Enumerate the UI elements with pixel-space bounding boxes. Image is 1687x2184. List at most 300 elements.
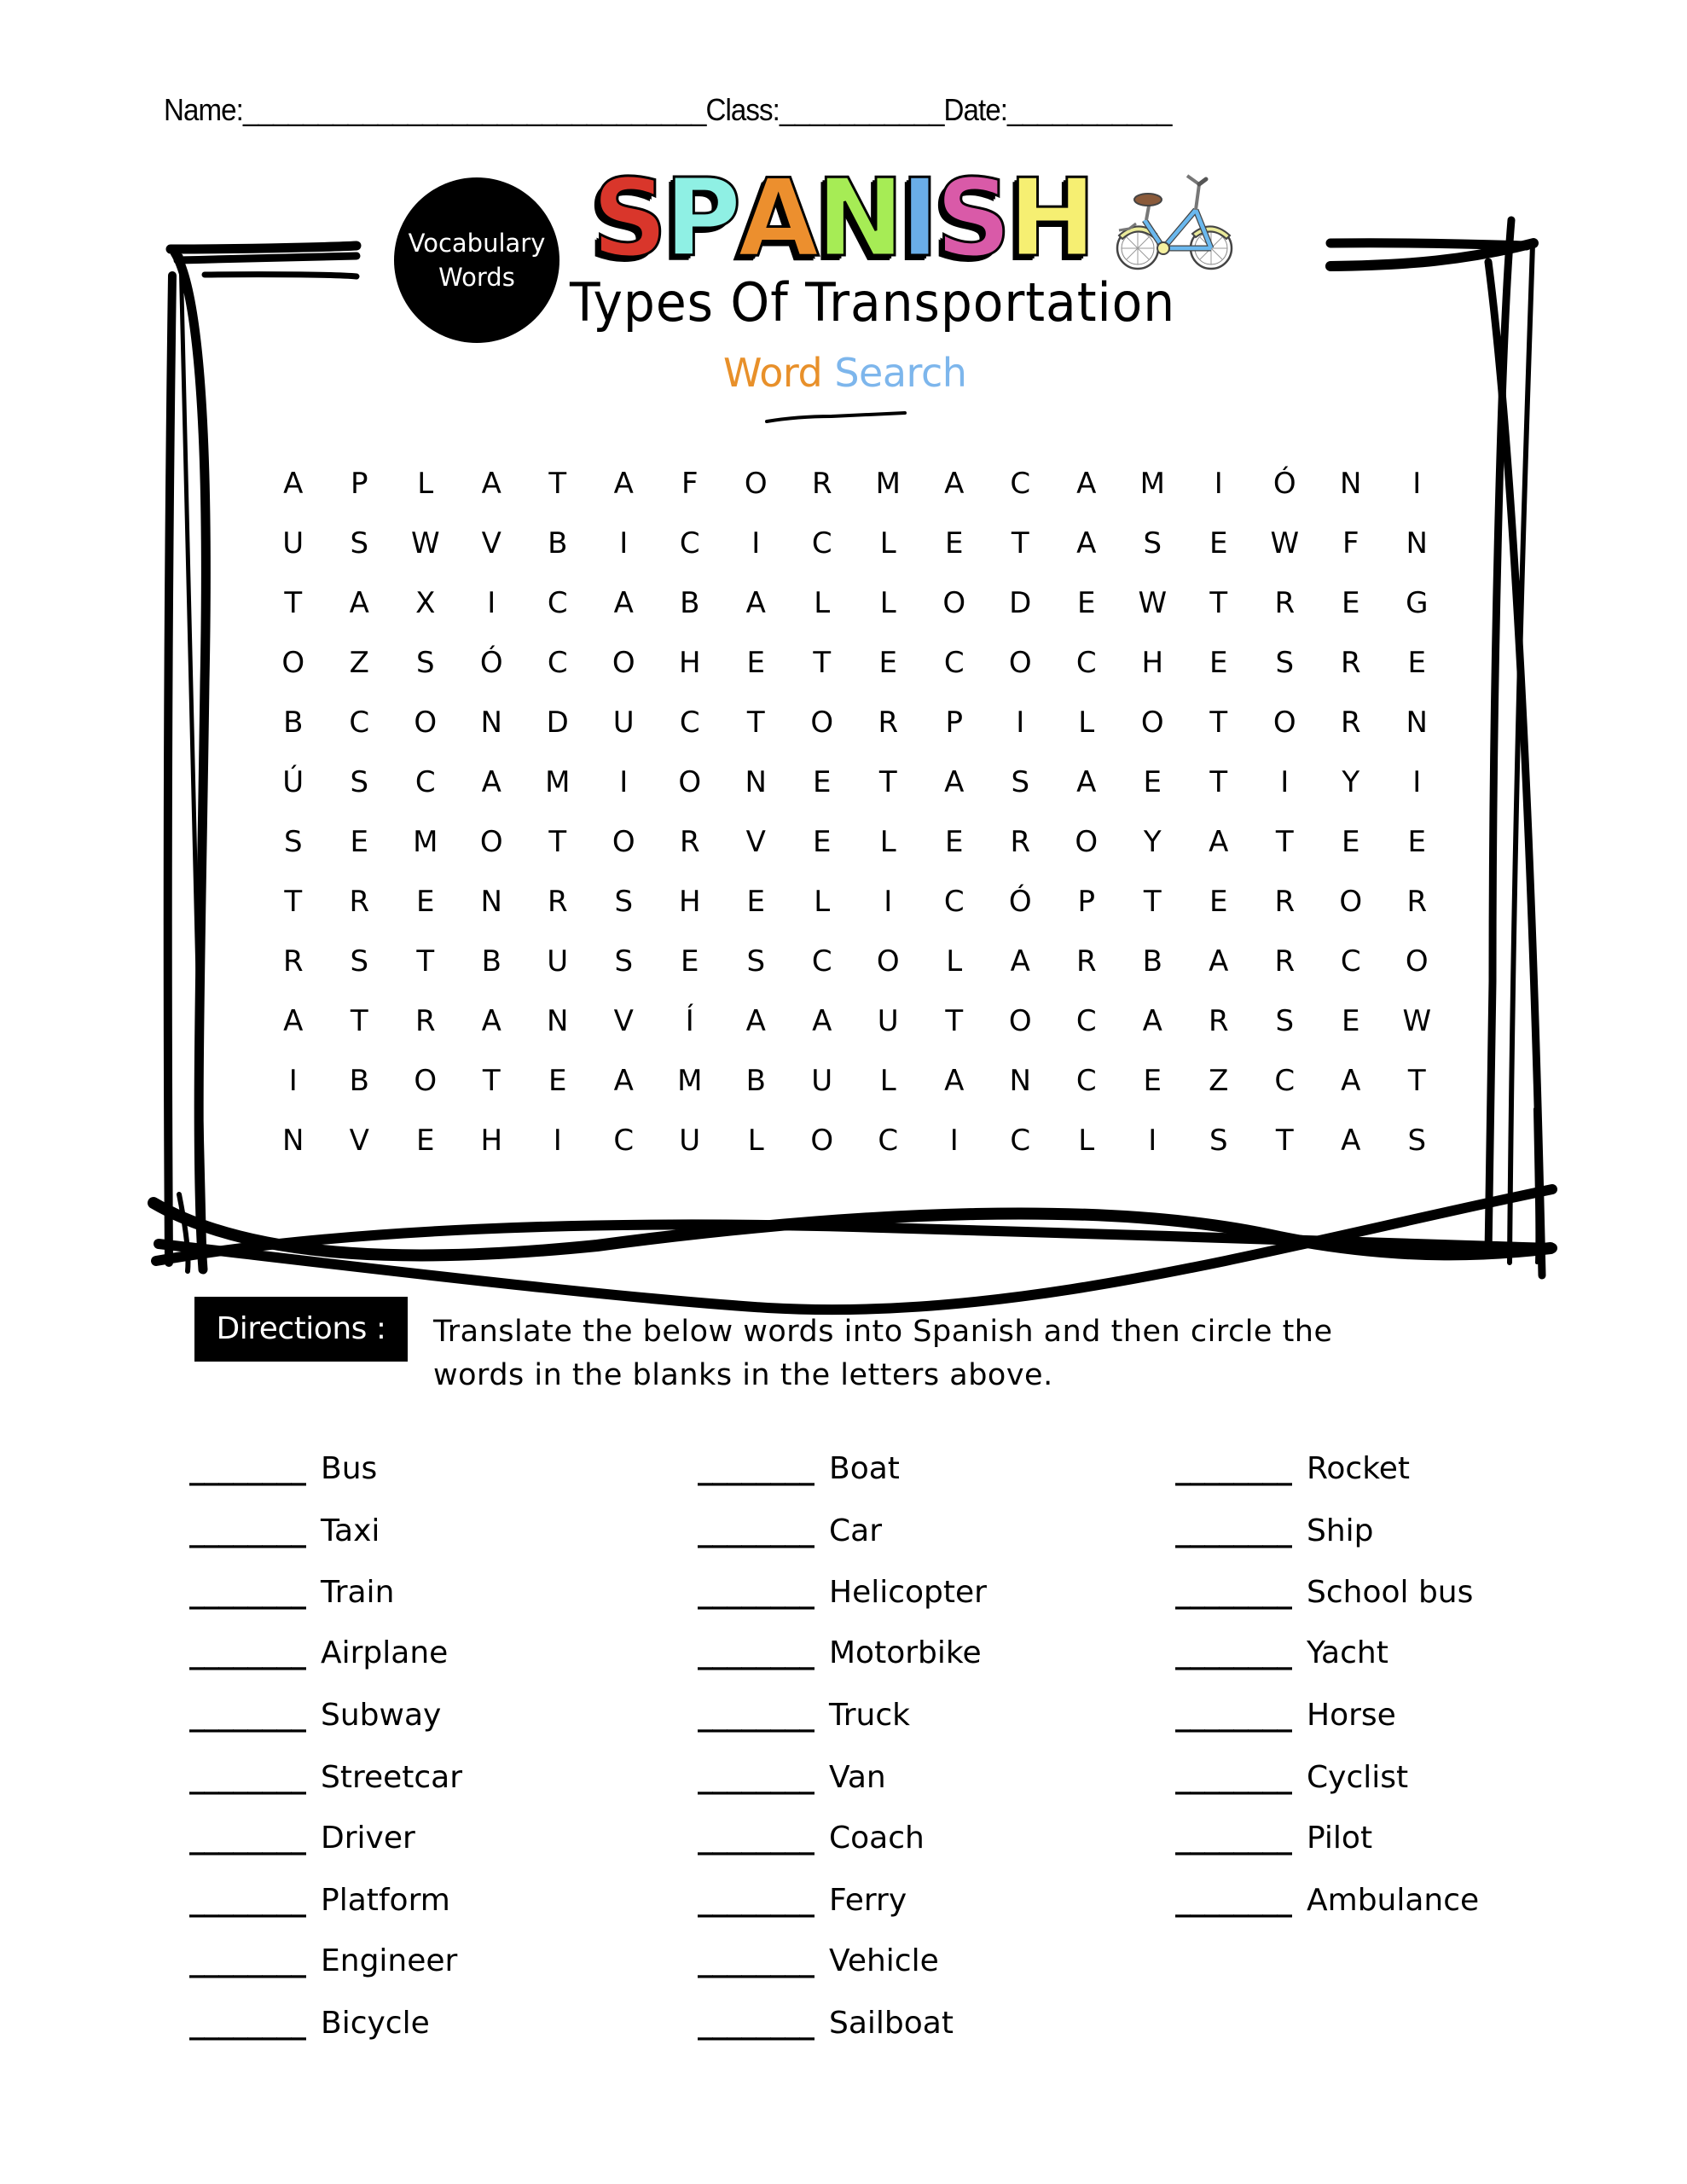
grid-letter[interactable]: O (612, 825, 635, 859)
grid-letter[interactable]: A (745, 586, 766, 620)
grid-letter[interactable]: A (613, 586, 634, 620)
grid-letter[interactable]: V (745, 825, 766, 859)
grid-letter[interactable]: E (1407, 825, 1426, 859)
grid-letter[interactable]: W (1138, 586, 1168, 620)
grid-letter[interactable]: A (1010, 944, 1030, 979)
grid-letter[interactable]: T (482, 1064, 501, 1098)
grid-letter[interactable]: A (812, 1004, 832, 1038)
title-letter: N (815, 155, 900, 281)
answer-blank[interactable]: ________ (189, 1513, 305, 1548)
grid-letter[interactable]: E (1143, 765, 1162, 799)
grid-letter[interactable]: C (943, 646, 965, 680)
grid-letter[interactable]: U (612, 706, 635, 740)
grid-letter[interactable]: A (481, 1004, 501, 1038)
word-list-item (189, 2005, 430, 2042)
grid-letter[interactable]: F (681, 467, 699, 501)
grid-letter[interactable]: U (679, 1124, 701, 1158)
answer-blank[interactable]: ________ (189, 1943, 305, 1978)
grid-letter[interactable]: C (547, 646, 568, 680)
grid-letter[interactable]: O (1140, 706, 1164, 740)
grid-letter[interactable]: I (619, 526, 629, 561)
grid-letter[interactable]: C (811, 526, 832, 561)
grid-letter[interactable]: N (1340, 467, 1362, 501)
grid-letter[interactable]: B (1142, 944, 1162, 979)
answer-blank[interactable]: ________ (189, 1883, 305, 1918)
grid-letter[interactable]: U (877, 1004, 899, 1038)
grid-letter[interactable]: R (878, 706, 899, 740)
english-word: Ferry (829, 1883, 907, 1918)
grid-letter[interactable]: R (1274, 586, 1296, 620)
english-word: Pilot (1307, 1821, 1373, 1856)
word-list-item (189, 1943, 457, 1980)
grid-letter[interactable]: S (350, 765, 369, 799)
grid-letter[interactable]: I (949, 1124, 959, 1158)
grid-letter[interactable]: T (1407, 1064, 1426, 1098)
grid-letter[interactable]: L (879, 526, 896, 561)
english-word: Taxi (321, 1513, 380, 1548)
grid-letter[interactable]: Z (349, 646, 369, 680)
grid-letter[interactable]: B (745, 1064, 766, 1098)
grid-letter[interactable]: R (811, 467, 832, 501)
grid-letter[interactable]: W (1270, 526, 1300, 561)
answer-blank[interactable]: ________ (698, 1760, 814, 1795)
word-list-item (698, 2005, 954, 2042)
grid-letter[interactable]: L (747, 1124, 764, 1158)
grid-letter[interactable]: N (480, 885, 502, 919)
word-list-item (698, 1697, 910, 1734)
grid-letter[interactable]: E (350, 825, 368, 859)
grid-letter[interactable]: N (547, 1004, 569, 1038)
grid-letter[interactable]: L (1078, 706, 1095, 740)
grid-letter[interactable]: R (1340, 706, 1361, 740)
grid-letter[interactable]: E (945, 526, 964, 561)
grid-letter[interactable]: C (1340, 944, 1361, 979)
grid-letter[interactable]: R (679, 825, 700, 859)
grid-letter[interactable]: S (1275, 1004, 1295, 1038)
grid-letter[interactable]: E (813, 765, 832, 799)
grid-letter[interactable]: C (1075, 1004, 1097, 1038)
grid-letter[interactable]: B (349, 1064, 369, 1098)
answer-blank[interactable]: ________ (1175, 1451, 1291, 1486)
grid-letter[interactable]: S (614, 885, 634, 919)
grid-letter[interactable]: E (1342, 586, 1360, 620)
grid-letter[interactable]: I (1148, 1124, 1157, 1158)
grid-letter[interactable]: R (1340, 646, 1361, 680)
grid-letter[interactable]: S (1143, 526, 1162, 561)
grid-letter[interactable]: I (487, 586, 496, 620)
grid-letter[interactable]: S (1407, 1124, 1427, 1158)
word-list-item (698, 1759, 886, 1797)
grid-letter[interactable]: T (416, 944, 435, 979)
grid-letter[interactable]: B (481, 944, 501, 979)
english-word: Bicycle (321, 2006, 430, 2041)
grid-letter[interactable]: I (1016, 706, 1025, 740)
grid-letter[interactable]: A (613, 1064, 634, 1098)
word-list-item (1175, 1635, 1388, 1672)
grid-letter[interactable]: O (744, 467, 768, 501)
grid-letter[interactable]: A (944, 765, 965, 799)
grid-letter[interactable]: H (480, 1124, 503, 1158)
english-word: Bus (321, 1451, 378, 1486)
grid-letter[interactable]: W (1402, 1004, 1432, 1038)
answer-blank[interactable]: ________ (1175, 1513, 1291, 1548)
english-word: Motorbike (829, 1635, 982, 1670)
english-word: Ship (1307, 1513, 1374, 1548)
grid-letter[interactable]: S (415, 646, 435, 680)
class-label: Class: (705, 92, 780, 127)
date-field[interactable]: ___________ (1007, 92, 1172, 127)
grid-letter[interactable]: I (1412, 467, 1422, 501)
grid-letter[interactable]: E (1342, 1004, 1360, 1038)
word-list-item (698, 1635, 982, 1672)
grid-letter[interactable]: L (879, 1064, 896, 1098)
grid-letter[interactable]: N (745, 765, 767, 799)
answer-blank[interactable]: ________ (1175, 1821, 1291, 1856)
grid-letter[interactable]: T (1275, 1124, 1294, 1158)
title-letter: I (900, 155, 935, 281)
grid-letter[interactable]: C (547, 586, 568, 620)
grid-letter[interactable]: L (417, 467, 434, 501)
word-list-item (189, 1574, 394, 1612)
grid-letter[interactable]: E (1209, 885, 1228, 919)
grid-letter[interactable]: C (679, 706, 700, 740)
grid-letter[interactable]: C (1010, 467, 1031, 501)
grid-letter[interactable]: T (1011, 526, 1029, 561)
answer-blank[interactable]: ________ (1175, 1698, 1291, 1733)
answer-blank[interactable]: ________ (189, 1451, 305, 1486)
grid-letter[interactable]: E (1407, 646, 1426, 680)
answer-blank[interactable]: ________ (698, 1821, 814, 1856)
grid-letter[interactable]: T (945, 1004, 964, 1038)
grid-letter[interactable]: B (548, 526, 568, 561)
grid-letter[interactable]: M (413, 825, 438, 859)
english-word: Platform (321, 1883, 450, 1918)
grid-letter[interactable]: M (545, 765, 571, 799)
answer-blank[interactable]: ________ (698, 2006, 814, 2041)
grid-letter[interactable]: M (677, 1064, 703, 1098)
english-word: Boat (829, 1451, 900, 1486)
grid-letter[interactable]: I (884, 885, 893, 919)
grid-letter[interactable]: R (547, 885, 568, 919)
grid-letter[interactable]: T (1143, 885, 1162, 919)
word-list-item (189, 1635, 448, 1672)
grid-letter[interactable]: A (283, 467, 304, 501)
grid-letter[interactable]: S (1011, 765, 1030, 799)
grid-letter[interactable]: E (416, 1124, 435, 1158)
grid-letter[interactable]: P (945, 706, 963, 740)
grid-letter[interactable]: E (548, 1064, 567, 1098)
english-word: Ambulance (1307, 1883, 1480, 1918)
grid-letter[interactable]: A (1341, 1064, 1361, 1098)
grid-letter[interactable]: O (1075, 825, 1099, 859)
grid-letter[interactable]: A (1142, 1004, 1162, 1038)
answer-blank[interactable]: ________ (698, 1883, 814, 1918)
answer-blank[interactable]: ________ (189, 1760, 305, 1795)
grid-letter[interactable]: A (349, 586, 369, 620)
grid-letter[interactable]: C (349, 706, 370, 740)
grid-letter[interactable]: O (678, 765, 702, 799)
grid-letter[interactable]: I (751, 526, 761, 561)
word-list-item (698, 1820, 925, 1857)
grid-letter[interactable]: T (350, 1004, 368, 1038)
grid-letter[interactable]: H (1141, 646, 1164, 680)
answer-blank[interactable]: ________ (1175, 1883, 1291, 1918)
grid-letter[interactable]: T (1275, 825, 1294, 859)
grid-letter[interactable]: O (1008, 646, 1032, 680)
word-list-item (189, 1450, 377, 1488)
grid-letter[interactable]: R (415, 1004, 436, 1038)
grid-letter[interactable]: R (1010, 825, 1031, 859)
badge-line-2: Words (438, 263, 515, 292)
grid-letter[interactable]: E (1209, 646, 1228, 680)
word-list-item (698, 1882, 907, 1920)
directions-label: Directions : (194, 1297, 408, 1362)
grid-letter[interactable]: N (480, 706, 502, 740)
grid-letter[interactable]: O (414, 706, 438, 740)
english-word: Truck (829, 1698, 910, 1733)
grid-letter[interactable]: O (1272, 706, 1296, 740)
grid-letter[interactable]: Í (685, 1004, 694, 1038)
answer-blank[interactable]: ________ (189, 1698, 305, 1733)
grid-letter[interactable]: E (1077, 586, 1096, 620)
grid-letter[interactable]: O (479, 825, 503, 859)
grid-letter[interactable]: V (481, 526, 501, 561)
grid-letter[interactable]: E (878, 646, 897, 680)
grid-letter[interactable]: T (878, 765, 897, 799)
grid-letter[interactable]: L (879, 825, 896, 859)
word-list-item (1175, 1882, 1479, 1920)
grid-letter[interactable]: R (282, 944, 304, 979)
answer-blank[interactable]: ________ (698, 1698, 814, 1733)
grid-letter[interactable]: E (416, 885, 435, 919)
grid-letter[interactable]: T (284, 885, 303, 919)
worksheet-subtitle: Types Of Transportation (570, 271, 1176, 334)
grid-letter[interactable]: O (1405, 944, 1429, 979)
grid-letter[interactable]: A (1341, 1124, 1361, 1158)
grid-letter[interactable]: A (481, 467, 501, 501)
grid-letter[interactable]: O (1339, 885, 1363, 919)
grid-letter[interactable]: R (349, 885, 370, 919)
grid-letter[interactable]: O (414, 1064, 438, 1098)
grid-letter[interactable]: Ó (1008, 885, 1032, 919)
answer-blank[interactable]: ________ (698, 1451, 814, 1486)
grid-letter[interactable]: E (813, 825, 832, 859)
title-letter: S (935, 155, 1006, 281)
grid-letter[interactable]: L (879, 586, 896, 620)
grid-letter[interactable]: A (944, 1064, 965, 1098)
grid-letter[interactable]: A (1076, 765, 1097, 799)
grid-letter[interactable]: O (1008, 1004, 1032, 1038)
grid-letter[interactable]: M (1139, 467, 1165, 501)
grid-letter[interactable]: C (415, 765, 436, 799)
grid-letter[interactable]: E (746, 646, 765, 680)
word-search-search: Search (834, 350, 967, 396)
answer-blank[interactable]: ________ (1175, 1575, 1291, 1610)
grid-letter[interactable]: M (875, 467, 901, 501)
grid-letter[interactable]: O (942, 586, 966, 620)
grid-letter[interactable]: W (410, 526, 440, 561)
grid-letter[interactable]: I (1214, 467, 1223, 501)
grid-letter[interactable]: I (1412, 765, 1422, 799)
grid-letter[interactable]: O (876, 944, 900, 979)
answer-blank[interactable]: ________ (698, 1943, 814, 1978)
grid-letter[interactable]: P (1077, 885, 1095, 919)
grid-letter[interactable]: N (282, 1124, 304, 1158)
word-list-item (189, 1513, 380, 1550)
grid-letter[interactable]: V (613, 1004, 634, 1038)
grid-letter[interactable]: C (1075, 1064, 1097, 1098)
grid-letter[interactable]: T (1209, 586, 1228, 620)
word-list-item (1175, 1450, 1410, 1488)
grid-letter[interactable]: S (614, 944, 634, 979)
grid-letter[interactable]: H (678, 646, 701, 680)
grid-letter[interactable]: A (745, 1004, 766, 1038)
grid-letter[interactable]: Ó (1272, 467, 1296, 501)
grid-letter[interactable]: I (553, 1124, 562, 1158)
class-field[interactable]: ___________ (779, 92, 944, 127)
grid-letter[interactable]: L (814, 885, 831, 919)
grid-letter[interactable]: T (746, 706, 765, 740)
grid-letter[interactable]: E (1143, 1064, 1162, 1098)
grid-letter[interactable]: T (1209, 765, 1228, 799)
grid-letter[interactable]: N (1406, 706, 1428, 740)
grid-letter[interactable]: C (878, 1124, 899, 1158)
answer-blank[interactable]: ________ (189, 1821, 305, 1856)
grid-letter[interactable]: O (810, 1124, 834, 1158)
grid-letter[interactable]: E (945, 825, 964, 859)
answer-blank[interactable]: ________ (698, 1575, 814, 1610)
english-word: Driver (321, 1821, 415, 1856)
english-word: Airplane (321, 1635, 449, 1670)
grid-letter[interactable]: R (1274, 885, 1296, 919)
grid-letter[interactable]: S (350, 944, 369, 979)
grid-letter[interactable]: Ó (479, 646, 503, 680)
grid-letter[interactable]: A (283, 1004, 304, 1038)
grid-letter[interactable]: T (813, 646, 832, 680)
grid-letter[interactable]: C (1010, 1124, 1031, 1158)
english-word: Rocket (1307, 1451, 1411, 1486)
word-list-item (698, 1450, 900, 1488)
grid-letter[interactable]: E (1209, 526, 1228, 561)
grid-letter[interactable]: C (1274, 1064, 1296, 1098)
grid-letter[interactable]: O (810, 706, 834, 740)
grid-letter[interactable]: A (1209, 825, 1229, 859)
grid-letter[interactable]: L (1078, 1124, 1095, 1158)
grid-letter[interactable]: D (1009, 586, 1032, 620)
grid-letter[interactable]: I (288, 1064, 298, 1098)
grid-letter[interactable]: S (283, 825, 303, 859)
answer-blank[interactable]: ________ (1175, 1760, 1291, 1795)
grid-letter[interactable]: R (1274, 944, 1296, 979)
grid-letter[interactable]: A (1076, 467, 1097, 501)
grid-letter[interactable]: C (613, 1124, 635, 1158)
grid-letter[interactable]: U (811, 1064, 833, 1098)
grid-letter[interactable]: N (1406, 526, 1428, 561)
badge-line-1: Vocabulary (408, 229, 546, 258)
grid-letter[interactable]: Ú (282, 765, 304, 799)
title-letter: S (591, 155, 663, 281)
grid-letter[interactable]: R (1075, 944, 1097, 979)
grid-letter[interactable]: Y (1143, 825, 1162, 859)
grid-letter[interactable]: T (284, 586, 303, 620)
english-word: Cyclist (1307, 1760, 1409, 1795)
english-word: Van (829, 1760, 886, 1795)
word-list-item (1175, 1513, 1374, 1550)
grid-letter[interactable]: X (415, 586, 436, 620)
answer-blank[interactable]: ________ (189, 1635, 305, 1670)
grid-letter[interactable]: B (283, 706, 304, 740)
grid-letter[interactable]: S (1275, 646, 1295, 680)
grid-letter[interactable]: L (946, 944, 963, 979)
grid-letter[interactable]: V (349, 1124, 369, 1158)
grid-letter[interactable]: E (746, 885, 765, 919)
date-label: Date: (943, 92, 1008, 127)
answer-blank[interactable]: ________ (698, 1513, 814, 1548)
english-word: Car (829, 1513, 882, 1548)
grid-letter[interactable]: Z (1209, 1064, 1229, 1098)
grid-letter[interactable]: C (811, 944, 832, 979)
grid-letter[interactable]: Y (1342, 765, 1360, 799)
word-search-word: Word (723, 350, 823, 396)
grid-letter[interactable]: A (1076, 526, 1097, 561)
grid-letter[interactable]: R (1208, 1004, 1229, 1038)
english-word: Engineer (321, 1943, 458, 1978)
english-word: Helicopter (829, 1575, 987, 1610)
grid-letter[interactable]: T (548, 467, 567, 501)
grid-letter[interactable]: B (680, 586, 700, 620)
grid-letter[interactable]: F (1342, 526, 1359, 561)
grid-letter[interactable]: H (678, 885, 701, 919)
grid-letter[interactable]: S (746, 944, 766, 979)
grid-letter[interactable]: A (481, 765, 501, 799)
grid-letter[interactable]: O (612, 646, 635, 680)
grid-letter[interactable]: E (681, 944, 699, 979)
grid-letter[interactable]: A (613, 467, 634, 501)
grid-letter[interactable]: T (548, 825, 567, 859)
answer-blank[interactable]: ________ (189, 1575, 305, 1610)
grid-letter[interactable]: R (1406, 885, 1428, 919)
grid-letter[interactable]: A (1209, 944, 1229, 979)
word-list-item (189, 1697, 441, 1734)
grid-letter[interactable]: C (1075, 646, 1097, 680)
word-list-item (1175, 1820, 1372, 1857)
grid-letter[interactable]: N (1009, 1064, 1031, 1098)
answer-blank[interactable]: ________ (698, 1635, 814, 1670)
grid-letter[interactable]: U (547, 944, 569, 979)
directions-text: Translate the below words into Spanish and then circle the words in the blanks in the letters above. (433, 1315, 1333, 1392)
grid-letter[interactable]: D (546, 706, 569, 740)
grid-letter[interactable]: E (1342, 825, 1360, 859)
grid-letter[interactable]: I (619, 765, 629, 799)
grid-letter[interactable]: C (943, 885, 965, 919)
grid-letter[interactable]: C (679, 526, 700, 561)
title-letter: A (738, 155, 815, 281)
grid-letter[interactable]: I (1280, 765, 1290, 799)
english-word: Yacht (1307, 1635, 1388, 1670)
answer-blank[interactable]: ________ (189, 2006, 305, 2041)
grid-letter[interactable]: U (282, 526, 304, 561)
grid-letter[interactable]: S (350, 526, 369, 561)
grid-letter[interactable]: T (1209, 706, 1228, 740)
grid-letter[interactable]: G (1406, 586, 1429, 620)
grid-letter[interactable]: S (1209, 1124, 1228, 1158)
grid-letter[interactable]: O (281, 646, 305, 680)
grid-letter[interactable]: P (350, 467, 368, 501)
grid-letter[interactable]: L (814, 586, 831, 620)
answer-blank[interactable]: ________ (1175, 1635, 1291, 1670)
grid-letter[interactable]: A (944, 467, 965, 501)
name-field[interactable]: _______________________________ (242, 92, 706, 127)
